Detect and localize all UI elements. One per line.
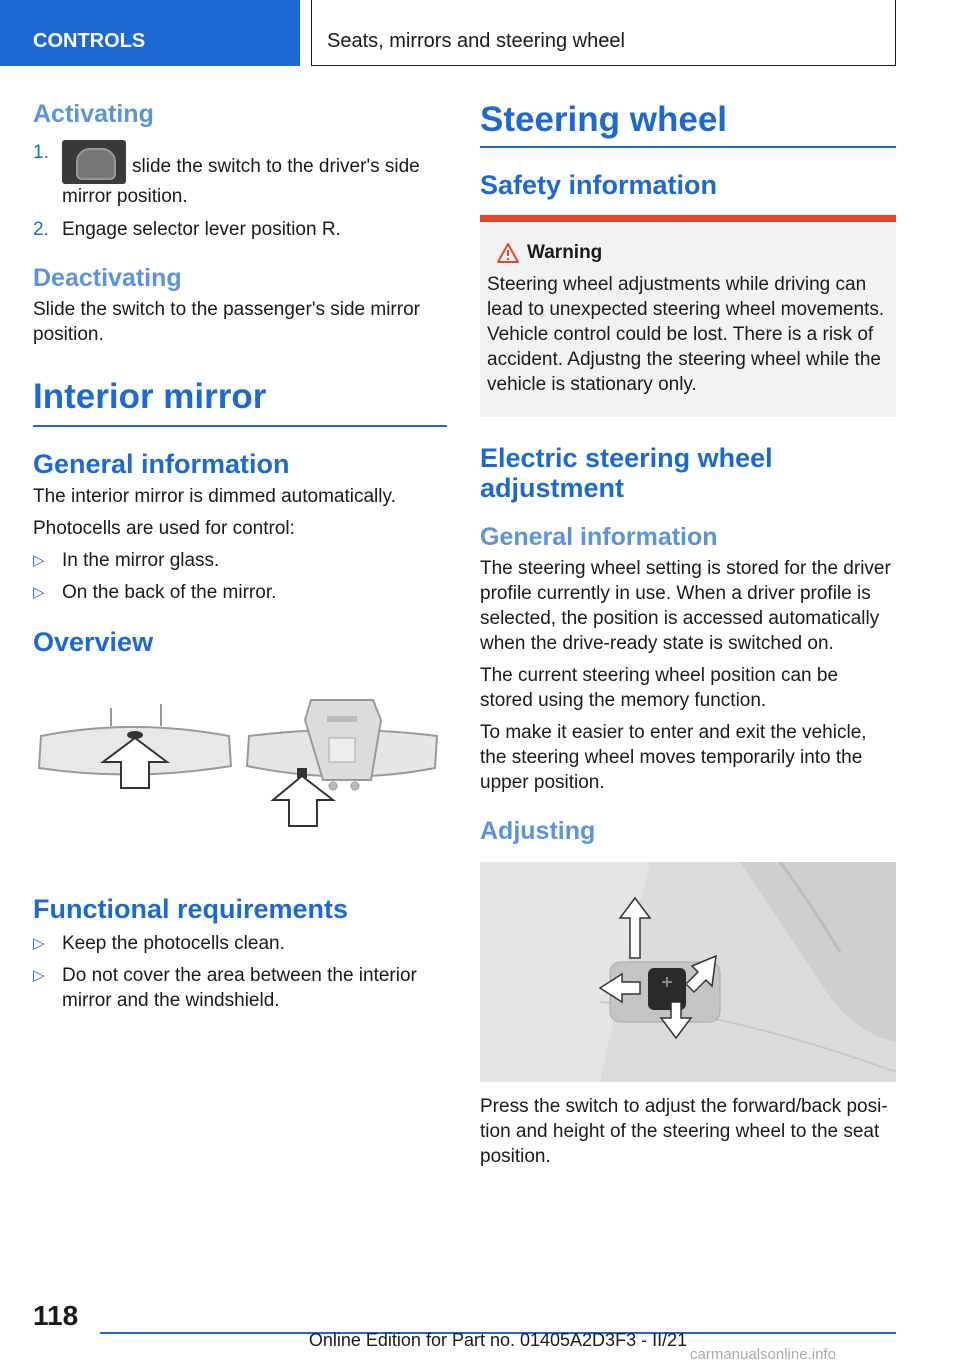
mirror-switch-icon bbox=[62, 140, 126, 184]
general-info-heading: General information bbox=[33, 449, 290, 479]
bullet-icon: ▷ bbox=[33, 584, 45, 601]
page-header bbox=[0, 0, 960, 66]
bullet-icon: ▷ bbox=[33, 935, 45, 952]
overview-heading: Overview bbox=[33, 627, 154, 657]
warning-text: Steering wheel adjustments while driving can lead to unexpected steering wheel movements. Vehicle control could be lost. There is a risk of accident. Adjustng the steering wheel while the vehicle is stationary only. bbox=[487, 274, 885, 395]
step-1-number: 1. bbox=[33, 142, 49, 163]
adjusting-heading: Adjusting bbox=[480, 817, 596, 845]
interior-mirror-illustration bbox=[33, 696, 447, 846]
bullet-icon: ▷ bbox=[33, 967, 45, 984]
chapter-title[interactable]: Seats, mirrors and steering wheel bbox=[311, 0, 896, 66]
section-tab[interactable]: CONTROLS bbox=[0, 0, 300, 66]
bullet-item bbox=[33, 931, 447, 956]
warning-box bbox=[480, 222, 896, 417]
warning-triangle-icon bbox=[497, 243, 519, 263]
steering-adjust-switch-photo bbox=[480, 862, 896, 1082]
interior-mirror-heading: Interior mirror bbox=[33, 377, 267, 416]
bullet-item bbox=[33, 580, 447, 605]
warning-bar bbox=[480, 215, 896, 222]
step-2-text: Engage selector lever position R. bbox=[62, 219, 341, 240]
footer-watermark: carmanualsonline.info bbox=[690, 1346, 836, 1362]
general-info-text-3: To make it easier to enter and exit the vehicle, the steering wheel moves temporarily into the upper position. bbox=[480, 722, 867, 793]
footer-edition: Online Edition for Part no. 01405A2D3F3 - II/21 bbox=[308, 1330, 688, 1350]
bullet-text: Keep the photocells clean. bbox=[62, 933, 285, 954]
bullet-text: Do not cover the area between the interior mirror and the windshield. bbox=[62, 965, 417, 1011]
left-column bbox=[33, 100, 447, 1013]
general-info-text-1: The interior mirror is dimmed automatically. bbox=[33, 486, 396, 507]
right-column bbox=[480, 100, 896, 1169]
activating-heading: Activating bbox=[33, 100, 154, 128]
electric-adjustment-heading: Electric steering wheel adjustment bbox=[480, 443, 773, 503]
page-number: 118 bbox=[33, 1300, 79, 1331]
heading-rule bbox=[480, 146, 896, 148]
bullet-item bbox=[33, 548, 447, 573]
bullet-text: In the mirror glass. bbox=[62, 550, 220, 571]
steering-wheel-heading: Steering wheel bbox=[480, 100, 728, 139]
step-2 bbox=[33, 217, 447, 242]
safety-info-heading: Safety information bbox=[480, 170, 718, 200]
functional-requirements-heading: Functional requirements bbox=[33, 894, 349, 924]
deactivating-text: Slide the switch to the passenger's side mirror position. bbox=[33, 299, 420, 345]
heading-rule bbox=[33, 425, 447, 427]
bullet-icon: ▷ bbox=[33, 552, 45, 569]
bullet-text: On the back of the mirror. bbox=[62, 582, 277, 603]
general-info-heading: General information bbox=[480, 523, 718, 551]
general-info-text-1: The steering wheel setting is stored for the driver profile currently in use. When a driver profile is selected, the position is accessed automatically when the drive-ready state is switched on. bbox=[480, 558, 891, 654]
step-2-number: 2. bbox=[33, 219, 49, 240]
general-info-text-2: Photocells are used for control: bbox=[33, 518, 295, 539]
general-info-text-2: The current steering wheel position can be stored using the memory function. bbox=[480, 665, 839, 711]
warning-title bbox=[487, 242, 889, 264]
adjusting-text: Press the switch to adjust the forward/back posi‐ tion and height of the steering wheel to the seat position. bbox=[480, 1096, 888, 1167]
bullet-item bbox=[33, 963, 447, 1013]
step-1-text: slide the switch to the driver's side mirror position. bbox=[62, 156, 420, 207]
warning-title-text: Warning bbox=[527, 242, 603, 263]
step-1 bbox=[33, 140, 447, 209]
deactivating-heading: Deactivating bbox=[33, 264, 182, 292]
